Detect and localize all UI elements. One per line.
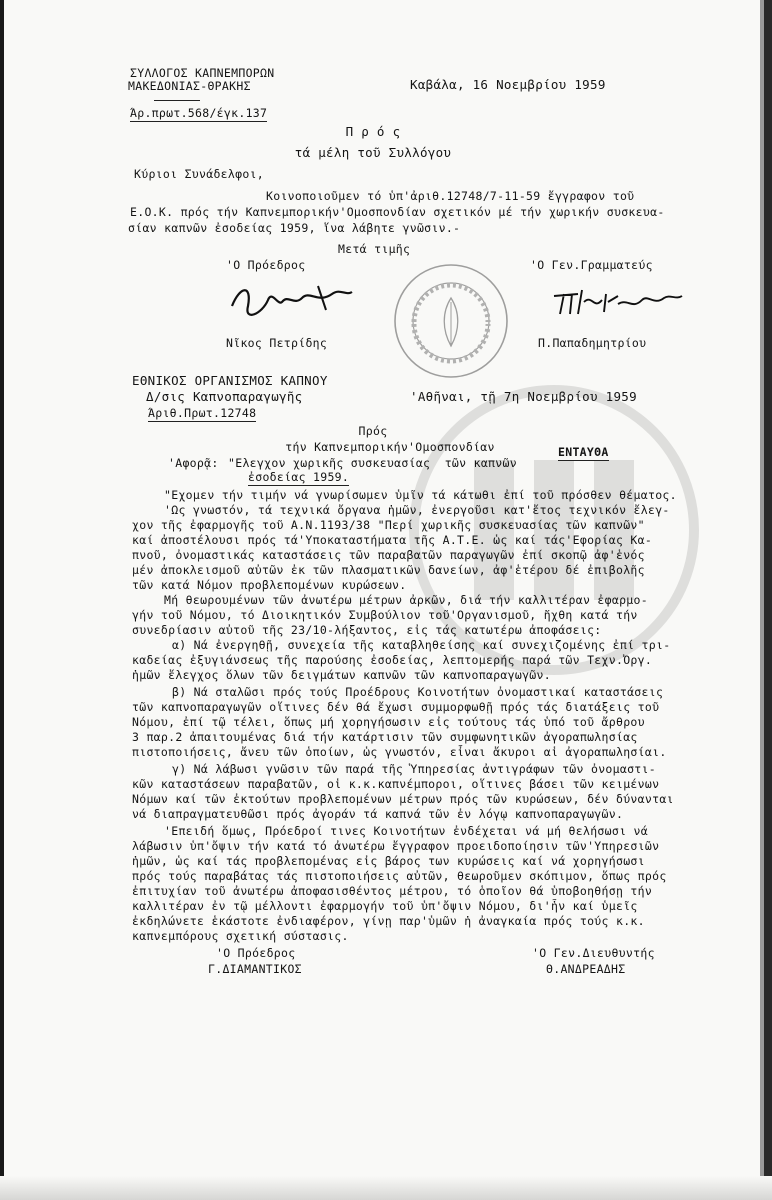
body-line: καπνεμπόρους σχετική σύστασις. [132, 929, 349, 943]
eok-director-title: 'Ο Γεν.Διευθυντής [532, 946, 655, 960]
subject-line1: "Ελεγχον χωρικῆς συσκευασίας τῶν καπνῶν [228, 456, 517, 470]
subject-line2: ἐσοδείας 1959. [248, 470, 350, 484]
letter1-line: σίαν καπνῶν ἐσοδείας 1959, ἵνα λάβητε γνῶσιν.- [128, 221, 461, 235]
body-line: καλλιτέραν ἐν τῷ μέλλοντι ἐφαρμογήν τοῦ ὑπ'ὄψιν Νόμου, δι'ἧν καί ὑμεῖς [132, 899, 638, 913]
body-line: γήν τοῦ Νόμου, τό Διοικητικόν Συμβούλιον τοῦ'Οργανισμοῦ, ἤχθη κατά τήν [132, 608, 638, 622]
body-line: νά διαπραγματευθῶσι πρός ἀγοράν τά καπνά τῶν ἐν λόγῳ καπνοπαραγωγῶν. [132, 807, 624, 821]
body-line: καί ἀποστέλουσι πρός τά'Υποκαταστήματα τῆς Α.Τ.Ε. ὡς καί τάς'Εφορίας Κα- [132, 533, 653, 547]
body-line: συνεδρίασιν αὐτοῦ τῆς 23/10-λήξαντος, εἰς τάς κατωτέρω ἀποφάσεις: [132, 623, 602, 637]
reference-number: Άρ.πρωτ.568/έγκ.137 [130, 106, 268, 120]
body-line: Νόμων καί τῶν ἐκτούτων προβλεπομένων μέτρων πρός τῶν κυρώσεων, δέν δύνανται [132, 792, 674, 806]
scan-border-right-shadow [760, 0, 764, 1200]
body-line: 3 παρ.2 ἀπαιτουμένας διά τήν κατάρτισιν τῶν συμφωνητικῶν ἀγοραπωλησίας [132, 730, 638, 744]
body-line: ἐπιτυχίαν τοῦ ἀνωτέρω ἀποφασισθέντος μέτρου, τό ὁποῖον θά ὑποβοηθήσῃ τήν [132, 884, 653, 898]
subject-label: 'Αφορᾷ: [168, 456, 219, 470]
body-line: Μή θεωρουμένων τῶν ἀνωτέρω μέτρων ἀρκῶν, διά τήν καλλιτέραν ἐφαρμο- [164, 593, 648, 607]
body-line: πιστοποιήσεις, ἄνευ τῶν ὁποίων, ὡς γνωστόν, εἶναι ἄκυροι αἱ ἀγοραπωλησίαι. [132, 745, 667, 759]
eok-president-name: Γ.ΔΙΑΜΑΝΤΙΚΟΣ [208, 962, 302, 976]
body-line: λάβωσιν ὑπ'ὄψιν τήν κατά τό ἀνωτέρω ἔγγραφον προειδοποίησιν τῶν'Υπηρεσιῶν [132, 839, 660, 853]
body-line: α) Νά ἐνεργηθῇ, συνεχεία τῆς καταβληθείσης καί συνεχιζομένης ἐπί τρι- [172, 638, 671, 652]
eok-reference: Άριθ.Πρωτ.12748 [148, 406, 257, 420]
body-line: γ) Νά λάβωσι γνῶσιν τῶν παρά τῆς Ὑπηρεσίας ἀντιγράφων τῶν ὀνομαστι- [172, 762, 656, 776]
body-line: πρός τούς παραβάτας τάς πιστοποιήσεις αὐτῶν, θεωροῦμεν σκόπιμον, ὅπως πρός [132, 869, 667, 883]
body-line: καδείας ἐξυγιάνσεως τῆς παρούσης ἐσοδείας, λεπτομερής παρά τῶν Τεχν.Ὀργ. [132, 653, 653, 667]
president-title: 'Ο Πρόεδρος [226, 258, 306, 272]
addressee-pros: Π ρ ό ς [345, 124, 401, 139]
secretary-signature [548, 284, 688, 320]
entautha-stamp: ΕΝΤΑΥΘΑ [558, 445, 609, 459]
body-line: τῶν καπνοπαραγωγῶν οἵτινες δέν θά ἔχωσι συμμορφωθῇ πρός τάς διατάξεις τοῦ [132, 700, 660, 714]
secretary-title: 'Ο Γεν.Γραμματεύς [530, 258, 653, 272]
letter1-line: Κοινοποιοῦμεν τό ὑπ'ἀριθ.12748/7-11-59 ἔγγραφον τοῦ [266, 189, 635, 203]
body-line: ἐκδηλώνετε ἑκάστοτε ἐνδιαφέρον, γίνῃ παρ'ὑμῶν ἡ ἀναγκαία πρός τούς κ.κ. [132, 914, 645, 928]
org-name-line2: ΜΑΚΕΔΟΝΙΑΣ-ΘΡΑΚΗΣ [128, 79, 251, 93]
eok-place-date: 'Αθῆναι, τῇ 7η Νοεμβρίου 1959 [410, 389, 637, 404]
eok-president-title: 'Ο Πρόεδρος [216, 946, 296, 960]
place-date: Καβάλα, 16 Νοεμβρίου 1959 [410, 77, 606, 92]
eok-director-name: Θ.ΑΝΔΡΕΑΔΗΣ [546, 962, 626, 976]
eok-org-name: ΕΘΝΙΚΟΣ ΟΡΓΑΝΙΣΜΟΣ ΚΑΠΝΟΥ [132, 373, 328, 388]
body-line: μέν ἀποκλεισμοῦ αὐτῶν ἐκ τῶν πλασματικῶν δανείων, ἀφ'ἑτέρου δέ ἐπιβολῆς [132, 563, 645, 577]
president-signature [222, 276, 362, 326]
body-line: κῶν καταστάσεων παραβατῶν, οἱ κ.κ.καπνέμποροι, οἵτινες βάσει τῶν κειμένων [132, 777, 660, 791]
addressee-members: τά μέλη τοῦ Συλλόγου [294, 145, 452, 160]
body-line: πνοῦ, ὀνομαστικάς καταστάσεις τῶν παραβατῶν παραγωγῶν ἐπί σκοπῷ ἀφ'ἑνός [132, 548, 645, 562]
header-rule [154, 100, 200, 101]
scan-border-right [764, 0, 772, 1200]
org-name-line1: ΣΥΛΛΟΓΟΣ ΚΑΠΝΕΜΠΟΡΩΝ [130, 66, 275, 80]
eok-pros: Πρός [358, 424, 388, 438]
secretary-name: Π.Παπαδημητρίου [538, 336, 647, 350]
eok-addressee: τήν Καπνεμπορικήν'Ομοσπονδίαν [285, 440, 495, 454]
association-stamp [392, 262, 510, 380]
body-line: τῶν κατά Νόμον προβλεπομένων κυρώσεων. [132, 578, 407, 592]
president-name: Νῖκος Πετρίδης [226, 336, 328, 350]
closing: Μετά τιμῆς [338, 242, 411, 256]
eok-department: Δ/σις Καπνοπαραγωγῆς [146, 389, 303, 404]
scan-border-left [0, 0, 4, 1200]
letter1-line: Ε.Ο.Κ. πρός τήν Καπνεμπορικήν'Ομοσπονδίαν σχετικόν μέ τήν χωρικήν συσκευα- [130, 205, 665, 219]
salutation: Κύριοι Συνάδελφοι, [134, 167, 265, 181]
body-line: 'Επειδή ὅμως, Πρόεδροί τινες Κοινοτήτων ἐνδέχεται νά μή θελήσωσι νά [164, 824, 648, 838]
body-line: ἡμῶν ἔλεγχος ὅλων τῶν δειγμάτων καπνῶν τῶν καπνοπαραγωγῶν. [132, 668, 551, 682]
body-line: ἡμῶν, ὡς καί τάς προβλεπομένας εἰς βάρος των κυρώσεις καί νά χορηγήσωσι [132, 854, 645, 868]
body-line: "Εχομεν τήν τιμήν νά γνωρίσωμεν ὑμῖν τά κάτωθι ἐπί τοῦ πρόσθεν θέματος. [164, 488, 677, 502]
body-line: Νόμου, ἐπί τῷ τέλει, ὅπως μή χορηγήσωσιν εἰς τούτους τάς ὑπό τοῦ ἄρθρου [132, 715, 645, 729]
scan-bottom-shade [0, 1176, 772, 1200]
body-line: β) Νά σταλῶσι πρός τούς Προέδρους Κοινοτήτων ὀνομαστικαί καταστάσεις [172, 685, 664, 699]
body-line: χον τῆς ἐφαρμογῆς τοῦ Α.Ν.1193/38 "Περί χωρικῆς συσκευασίας τῶν καπνῶν" [132, 518, 645, 532]
body-line: 'Ως γνωστόν, τά τεχνικά ὄργανα ἡμῶν, ἐνεργοῦσι κατ'ἔτος τεχνικόν ἔλεγ- [164, 503, 670, 517]
